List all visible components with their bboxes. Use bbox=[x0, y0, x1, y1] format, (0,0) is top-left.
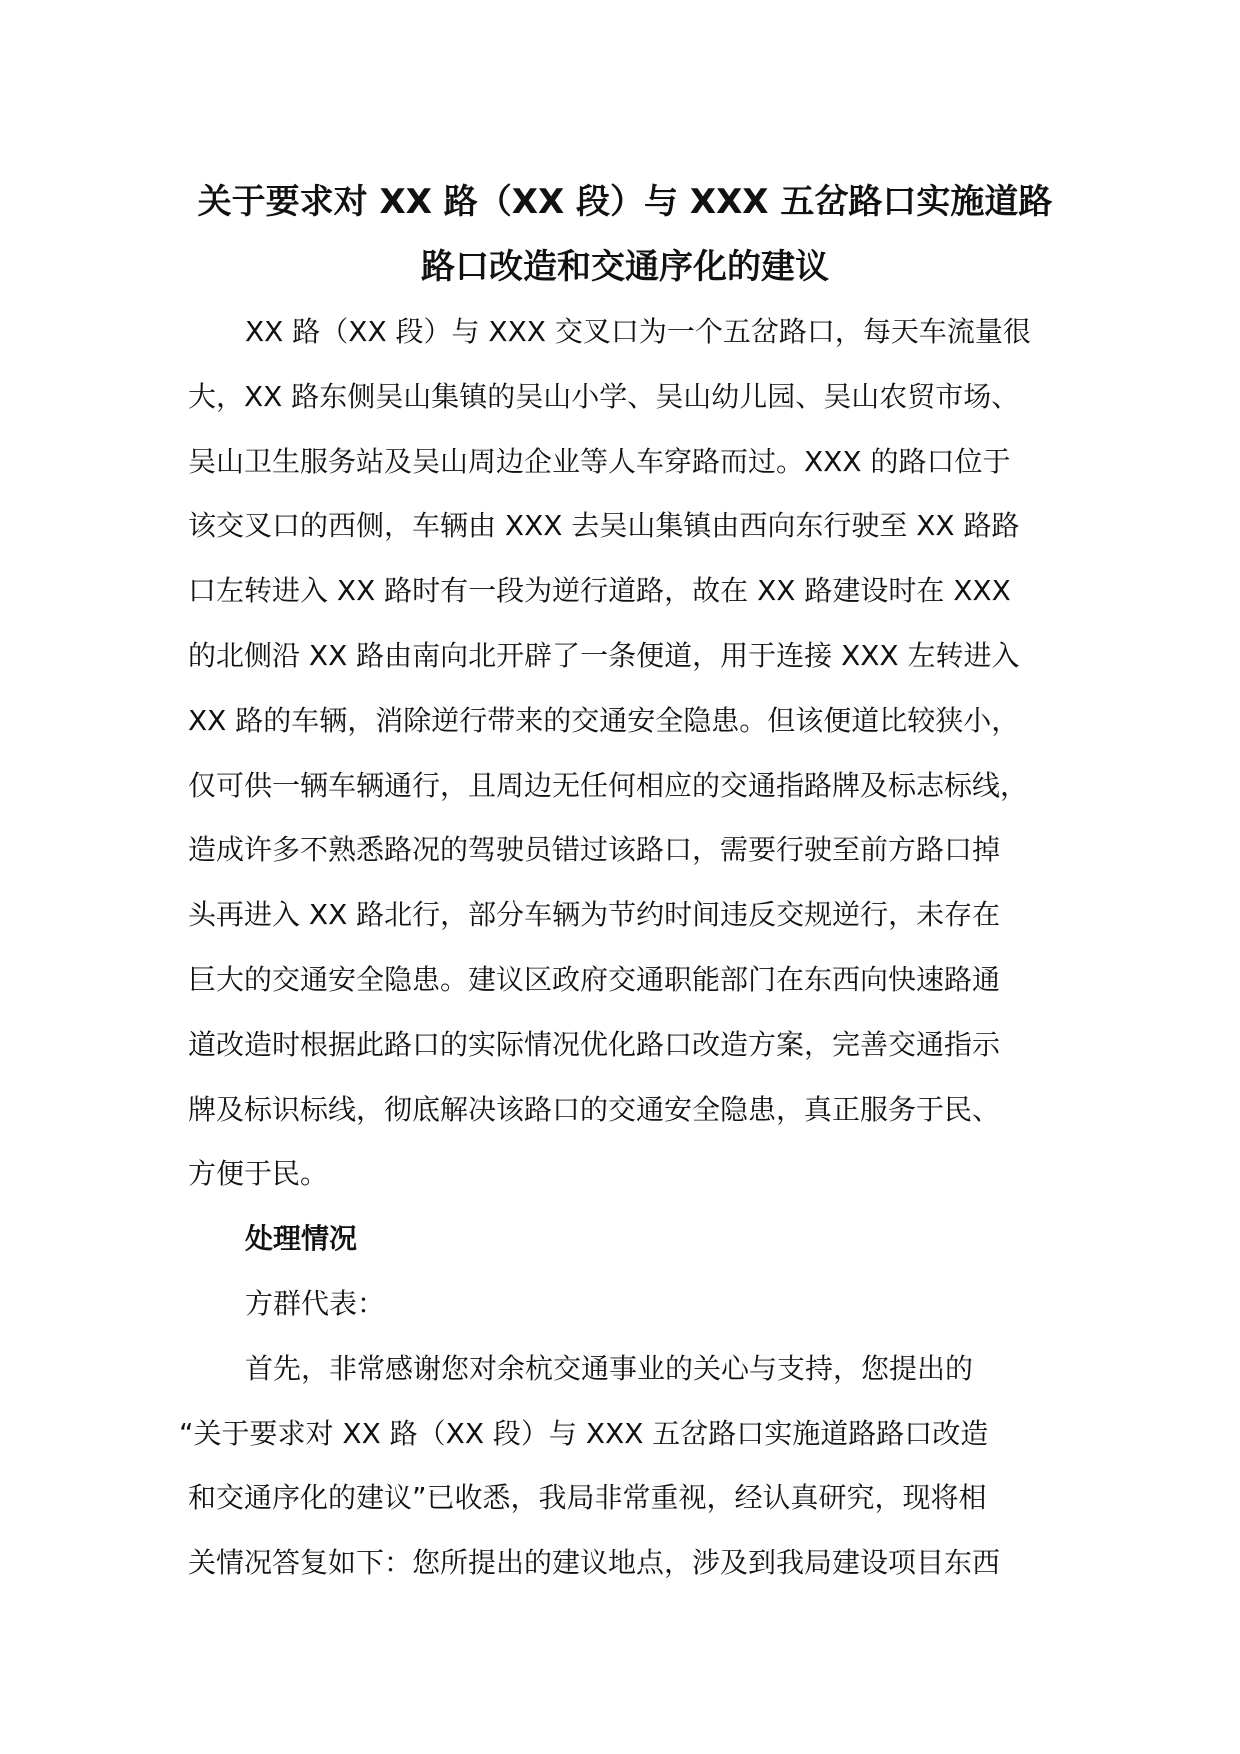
body-line: 道改造时根据此路口的实际情况优化路口改造方案，完善交通指示 bbox=[188, 1027, 1001, 1061]
reply-line: 关情况答复如下：您所提出的建议地点，涉及到我局建设项目东西 bbox=[188, 1546, 1001, 1580]
body-line: 仅可供一辆车辆通行，且周边无任何相应的交通指路牌及标志标线， bbox=[188, 768, 1029, 802]
title-line: 关于要求对 XX 路（XX 段）与 XXX 五岔路口实施道路 bbox=[197, 182, 1053, 222]
body-line: 巨大的交通安全隐患。建议区政府交通职能部门在东西向快速路通 bbox=[188, 962, 1001, 996]
salutation: 方群代表： bbox=[245, 1286, 386, 1320]
body-line: 头再进入 XX 路北行，部分车辆为节约时间违反交规逆行，未存在 bbox=[188, 898, 1001, 932]
document-body bbox=[179, 300, 1093, 1596]
body-line: XX 路的车辆，消除逆行带来的交通安全隐患。但该便道比较狭小， bbox=[188, 703, 1020, 737]
body-line: 口左转进入 XX 路时有一段为逆行道路，故在 XX 路建设时在 XXX bbox=[188, 574, 1011, 608]
reply-line: 首先，非常感谢您对余杭交通事业的关心与支持，您提出的 bbox=[245, 1351, 974, 1385]
body-line: 该交叉口的西侧，车辆由 XXX 去吴山集镇由西向东行驶至 XX 路路 bbox=[188, 509, 1020, 543]
body-line: 的北侧沿 XX 路由南向北开辟了一条便道，用于连接 XXX 左转进入 bbox=[188, 638, 1020, 672]
section-heading: 处理情况 bbox=[245, 1222, 358, 1256]
body-line: 造成许多不熟悉路况的驾驶员错过该路口，需要行驶至前方路口掉 bbox=[188, 833, 1001, 867]
title-line: 路口改造和交通序化的建议 bbox=[421, 247, 829, 287]
body-line: XX 路（XX 段）与 XXX 交叉口为一个五岔路口，每天车流量很 bbox=[245, 315, 1031, 348]
body-line: 大，XX 路东侧吴山集镇的吴山小学、吴山幼儿园、吴山农贸市场、 bbox=[188, 379, 1020, 413]
body-line: 方便于民。 bbox=[188, 1157, 329, 1191]
reply-line: “关于要求对 XX 路（XX 段）与 XXX 五岔路口实施道路路口改造 bbox=[179, 1416, 989, 1450]
document-title bbox=[150, 170, 1100, 300]
reply-line: 和交通序化的建议”已收悉，我局非常重视，经认真研究，现将相 bbox=[188, 1481, 987, 1515]
body-line: 吴山卫生服务站及吴山周边企业等人车穿路而过。XXX 的路口位于 bbox=[188, 444, 1011, 478]
body-line: 牌及标识标线，彻底解决该路口的交通安全隐患，真正服务于民、 bbox=[188, 1092, 1001, 1126]
